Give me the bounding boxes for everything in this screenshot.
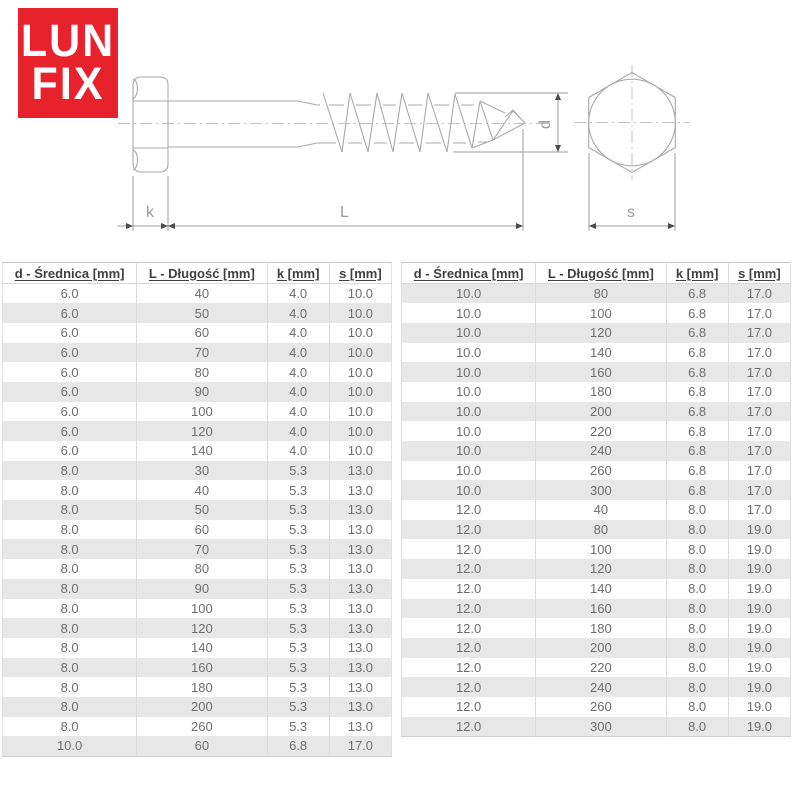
column-header: L - Długość [mm]	[536, 263, 666, 284]
table-cell: 160	[536, 362, 666, 382]
table-cell: 120	[137, 421, 267, 441]
table-cell: 8.0	[666, 559, 728, 579]
table-cell: 4.0	[267, 441, 329, 461]
table-cell: 10.0	[329, 284, 391, 304]
technical-drawing	[0, 0, 800, 258]
column-header: d - Średnica [mm]	[14, 265, 125, 281]
dimension-label-k: k	[146, 204, 154, 221]
table-cell: 6.8	[666, 284, 728, 304]
table-cell: 8.0	[60, 463, 79, 479]
table-cell: 6.8	[267, 736, 329, 756]
table-cell: 8.0	[60, 561, 79, 577]
table-cell: 19.0	[728, 658, 790, 678]
table-cell: 12.0	[455, 659, 482, 675]
table-cell: 8.0	[60, 659, 79, 675]
table-cell: 17.0	[728, 284, 790, 304]
table-row	[3, 638, 392, 658]
table-row	[402, 441, 791, 461]
table-cell: 6.8	[666, 343, 728, 363]
table-cell: 50	[137, 500, 267, 520]
table-cell: 5.3	[267, 599, 329, 619]
table-row	[3, 362, 392, 382]
table-row	[3, 284, 392, 304]
table-cell: 6.0	[60, 364, 79, 380]
table-cell: 240	[536, 677, 666, 697]
table-cell: 120	[536, 559, 666, 579]
table-cell: 8.0	[666, 579, 728, 599]
dimension-label-d: d	[537, 120, 554, 129]
table-row	[402, 677, 791, 697]
table-cell: 10.0	[329, 343, 391, 363]
table-cell: 220	[536, 421, 666, 441]
table-cell: 17.0	[728, 303, 790, 323]
column-header: s [mm]	[329, 263, 391, 284]
table-cell: 40	[137, 480, 267, 500]
table-row	[402, 579, 791, 599]
spec-table-right	[401, 262, 791, 737]
table-cell: 100	[536, 303, 666, 323]
table-cell: 8.0	[60, 640, 79, 656]
table-cell: 140	[137, 441, 267, 461]
table-cell: 240	[536, 441, 666, 461]
table-cell: 5.3	[267, 579, 329, 599]
table-cell: 10.0	[329, 362, 391, 382]
table-cell: 6.0	[60, 325, 79, 341]
table-cell: 6.8	[666, 323, 728, 343]
table-cell: 17.0	[329, 736, 391, 756]
table-cell: 17.0	[728, 480, 790, 500]
table-cell: 13.0	[329, 520, 391, 540]
column-header: k [mm]	[666, 263, 728, 284]
table-cell: 4.0	[267, 343, 329, 363]
table-cell: 13.0	[329, 717, 391, 737]
screw-head-side-view	[133, 77, 168, 172]
table-cell: 17.0	[728, 441, 790, 461]
dimension-label-s: s	[627, 204, 635, 221]
table-cell: 5.3	[267, 461, 329, 481]
table-cell: 12.0	[455, 541, 482, 557]
table-cell: 8.0	[60, 718, 79, 734]
table-cell: 17.0	[728, 323, 790, 343]
table-row	[3, 736, 392, 756]
table-row	[402, 323, 791, 343]
table-row	[402, 697, 791, 717]
table-row	[402, 500, 791, 520]
table-cell: 12.0	[455, 522, 482, 538]
table-cell: 8.0	[60, 620, 79, 636]
table-row	[3, 520, 392, 540]
table-cell: 6.8	[666, 421, 728, 441]
table-cell: 300	[536, 717, 666, 737]
table-row	[402, 717, 791, 737]
table-cell: 100	[137, 599, 267, 619]
table-cell: 19.0	[728, 638, 790, 658]
table-cell: 6.0	[60, 443, 79, 459]
table-row	[402, 638, 791, 658]
table-cell: 12.0	[455, 502, 482, 518]
table-cell: 10.0	[329, 303, 391, 323]
table-cell: 6.8	[666, 441, 728, 461]
table-cell: 80	[137, 559, 267, 579]
table-cell: 70	[137, 539, 267, 559]
table-cell: 8.0	[666, 717, 728, 737]
table-cell: 5.3	[267, 559, 329, 579]
screw-thread	[317, 93, 525, 152]
table-cell: 60	[137, 520, 267, 540]
table-row	[402, 362, 791, 382]
spec-table-left	[2, 262, 392, 757]
brand-logo-line2: FIX	[31, 58, 105, 110]
table-row	[402, 421, 791, 441]
table-cell: 80	[137, 362, 267, 382]
table-cell: 260	[536, 461, 666, 481]
table-row	[3, 618, 392, 638]
table-cell: 180	[536, 618, 666, 638]
table-cell: 6.0	[60, 344, 79, 360]
table-row	[3, 500, 392, 520]
table-cell: 17.0	[728, 402, 790, 422]
table-cell: 6.0	[60, 305, 79, 321]
table-cell: 6.8	[666, 303, 728, 323]
table-row	[402, 303, 791, 323]
table-cell: 10.0	[455, 364, 482, 380]
table-row	[3, 343, 392, 363]
table-cell: 10.0	[455, 384, 482, 400]
table-cell: 60	[137, 736, 267, 756]
table-cell: 8.0	[60, 502, 79, 518]
table-cell: 13.0	[329, 539, 391, 559]
table-cell: 10.0	[329, 441, 391, 461]
table-cell: 12.0	[455, 561, 482, 577]
table-cell: 13.0	[329, 480, 391, 500]
table-cell: 12.0	[455, 620, 482, 636]
table-row	[402, 402, 791, 422]
table-cell: 8.0	[666, 500, 728, 520]
table-cell: 12.0	[455, 699, 482, 715]
table-cell: 8.0	[666, 599, 728, 619]
table-cell: 6.8	[666, 402, 728, 422]
table-cell: 10.0	[455, 344, 482, 360]
table-cell: 6.0	[60, 423, 79, 439]
table-row	[3, 303, 392, 323]
table-row	[3, 697, 392, 717]
table-cell: 8.0	[60, 522, 79, 538]
table-row	[3, 599, 392, 619]
table-cell: 180	[536, 382, 666, 402]
table-cell: 12.0	[455, 640, 482, 656]
table-cell: 8.0	[60, 679, 79, 695]
table-cell: 5.3	[267, 618, 329, 638]
table-row	[402, 382, 791, 402]
table-cell: 100	[137, 402, 267, 422]
table-cell: 10.0	[455, 305, 482, 321]
table-cell: 19.0	[728, 520, 790, 540]
table-cell: 8.0	[60, 482, 79, 498]
spec-table-left-table	[2, 262, 392, 757]
table-cell: 6.0	[60, 384, 79, 400]
table-row	[3, 579, 392, 599]
table-cell: 17.0	[728, 362, 790, 382]
table-cell: 10.0	[455, 423, 482, 439]
header-row	[402, 263, 791, 284]
table-cell: 13.0	[329, 500, 391, 520]
table-row	[402, 559, 791, 579]
table-cell: 10.0	[329, 421, 391, 441]
table-cell: 10.0	[329, 402, 391, 422]
table-row	[402, 618, 791, 638]
table-row	[402, 480, 791, 500]
table-cell: 12.0	[455, 600, 482, 616]
table-cell: 8.0	[666, 658, 728, 678]
table-cell: 13.0	[329, 618, 391, 638]
table-cell: 80	[536, 520, 666, 540]
table-cell: 12.0	[455, 718, 482, 734]
table-row	[3, 421, 392, 441]
table-cell: 10.0	[455, 325, 482, 341]
table-cell: 10.0	[329, 323, 391, 343]
table-cell: 4.0	[267, 402, 329, 422]
table-cell: 17.0	[728, 343, 790, 363]
table-cell: 200	[536, 638, 666, 658]
table-row	[402, 284, 791, 304]
table-cell: 5.3	[267, 539, 329, 559]
table-cell: 12.0	[455, 679, 482, 695]
table-cell: 260	[137, 717, 267, 737]
table-row	[3, 539, 392, 559]
table-cell: 6.0	[60, 286, 79, 302]
table-cell: 8.0	[666, 638, 728, 658]
table-cell: 12.0	[455, 581, 482, 597]
table-cell: 260	[536, 697, 666, 717]
table-cell: 19.0	[728, 717, 790, 737]
table-row	[3, 717, 392, 737]
table-cell: 6.8	[666, 382, 728, 402]
table-cell: 200	[137, 697, 267, 717]
table-cell: 90	[137, 382, 267, 402]
table-row	[3, 402, 392, 422]
table-cell: 4.0	[267, 382, 329, 402]
table-cell: 13.0	[329, 559, 391, 579]
table-cell: 19.0	[728, 599, 790, 619]
table-row	[3, 658, 392, 678]
table-cell: 40	[137, 284, 267, 304]
table-cell: 8.0	[60, 581, 79, 597]
table-cell: 160	[137, 658, 267, 678]
table-cell: 13.0	[329, 697, 391, 717]
column-header: L - Długość [mm]	[137, 263, 267, 284]
table-cell: 5.3	[267, 520, 329, 540]
table-row	[402, 461, 791, 481]
table-row	[402, 599, 791, 619]
table-cell: 5.3	[267, 717, 329, 737]
table-cell: 220	[536, 658, 666, 678]
table-cell: 5.3	[267, 500, 329, 520]
table-cell: 120	[137, 618, 267, 638]
table-cell: 50	[137, 303, 267, 323]
table-cell: 13.0	[329, 677, 391, 697]
header-row	[3, 263, 392, 284]
table-cell: 180	[137, 677, 267, 697]
column-header: s [mm]	[728, 263, 790, 284]
table-cell: 8.0	[666, 539, 728, 559]
table-cell: 6.8	[666, 461, 728, 481]
table-cell: 10.0	[56, 738, 83, 754]
table-cell: 19.0	[728, 579, 790, 599]
table-cell: 10.0	[329, 382, 391, 402]
table-cell: 5.3	[267, 677, 329, 697]
table-cell: 8.0	[60, 600, 79, 616]
table-cell: 5.3	[267, 697, 329, 717]
table-cell: 19.0	[728, 539, 790, 559]
table-row	[402, 658, 791, 678]
table-cell: 5.3	[267, 658, 329, 678]
table-cell: 10.0	[455, 403, 482, 419]
brand-logo-line1: LUN	[20, 15, 116, 67]
table-cell: 10.0	[455, 443, 482, 459]
column-header: k [mm]	[267, 263, 329, 284]
table-cell: 4.0	[267, 323, 329, 343]
table-cell: 13.0	[329, 461, 391, 481]
table-cell: 4.0	[267, 284, 329, 304]
table-cell: 8.0	[60, 541, 79, 557]
table-cell: 140	[536, 579, 666, 599]
table-cell: 4.0	[267, 303, 329, 323]
table-cell: 80	[536, 284, 666, 304]
table-cell: 17.0	[728, 500, 790, 520]
column-header: d - Średnica [mm]	[413, 265, 524, 281]
table-row	[3, 441, 392, 461]
table-cell: 60	[137, 323, 267, 343]
table-cell: 10.0	[455, 482, 482, 498]
table-cell: 5.3	[267, 480, 329, 500]
table-cell: 5.3	[267, 638, 329, 658]
table-cell: 6.8	[666, 480, 728, 500]
table-cell: 17.0	[728, 461, 790, 481]
table-row	[3, 677, 392, 697]
table-cell: 70	[137, 343, 267, 363]
table-row	[3, 559, 392, 579]
table-cell: 8.0	[666, 618, 728, 638]
table-row	[402, 343, 791, 363]
table-cell: 13.0	[329, 599, 391, 619]
dimension-k-L	[117, 129, 523, 231]
table-row	[402, 539, 791, 559]
screw-head-end-view	[574, 65, 690, 180]
table-cell: 120	[536, 323, 666, 343]
table-cell: 100	[536, 539, 666, 559]
table-cell: 40	[536, 500, 666, 520]
table-row	[3, 323, 392, 343]
table-row	[3, 480, 392, 500]
table-row	[3, 382, 392, 402]
table-cell: 4.0	[267, 362, 329, 382]
table-cell: 4.0	[267, 421, 329, 441]
spec-table-right-table	[401, 262, 791, 737]
table-cell: 19.0	[728, 618, 790, 638]
table-cell: 13.0	[329, 638, 391, 658]
table-cell: 140	[137, 638, 267, 658]
table-cell: 10.0	[455, 463, 482, 479]
table-cell: 17.0	[728, 382, 790, 402]
table-cell: 19.0	[728, 697, 790, 717]
table-cell: 6.8	[666, 362, 728, 382]
table-cell: 160	[536, 599, 666, 619]
table-cell: 140	[536, 343, 666, 363]
table-cell: 13.0	[329, 658, 391, 678]
table-cell: 6.0	[60, 403, 79, 419]
table-cell: 17.0	[728, 421, 790, 441]
table-cell: 8.0	[666, 520, 728, 540]
table-row	[3, 461, 392, 481]
table-cell: 8.0	[666, 697, 728, 717]
table-cell: 10.0	[455, 286, 482, 302]
table-row	[402, 520, 791, 540]
dimension-label-L: L	[340, 204, 349, 221]
table-cell: 13.0	[329, 579, 391, 599]
table-cell: 8.0	[666, 677, 728, 697]
table-cell: 19.0	[728, 677, 790, 697]
table-cell: 300	[536, 480, 666, 500]
table-cell: 19.0	[728, 559, 790, 579]
table-cell: 200	[536, 402, 666, 422]
table-cell: 30	[137, 461, 267, 481]
table-cell: 90	[137, 579, 267, 599]
table-cell: 8.0	[60, 699, 79, 715]
